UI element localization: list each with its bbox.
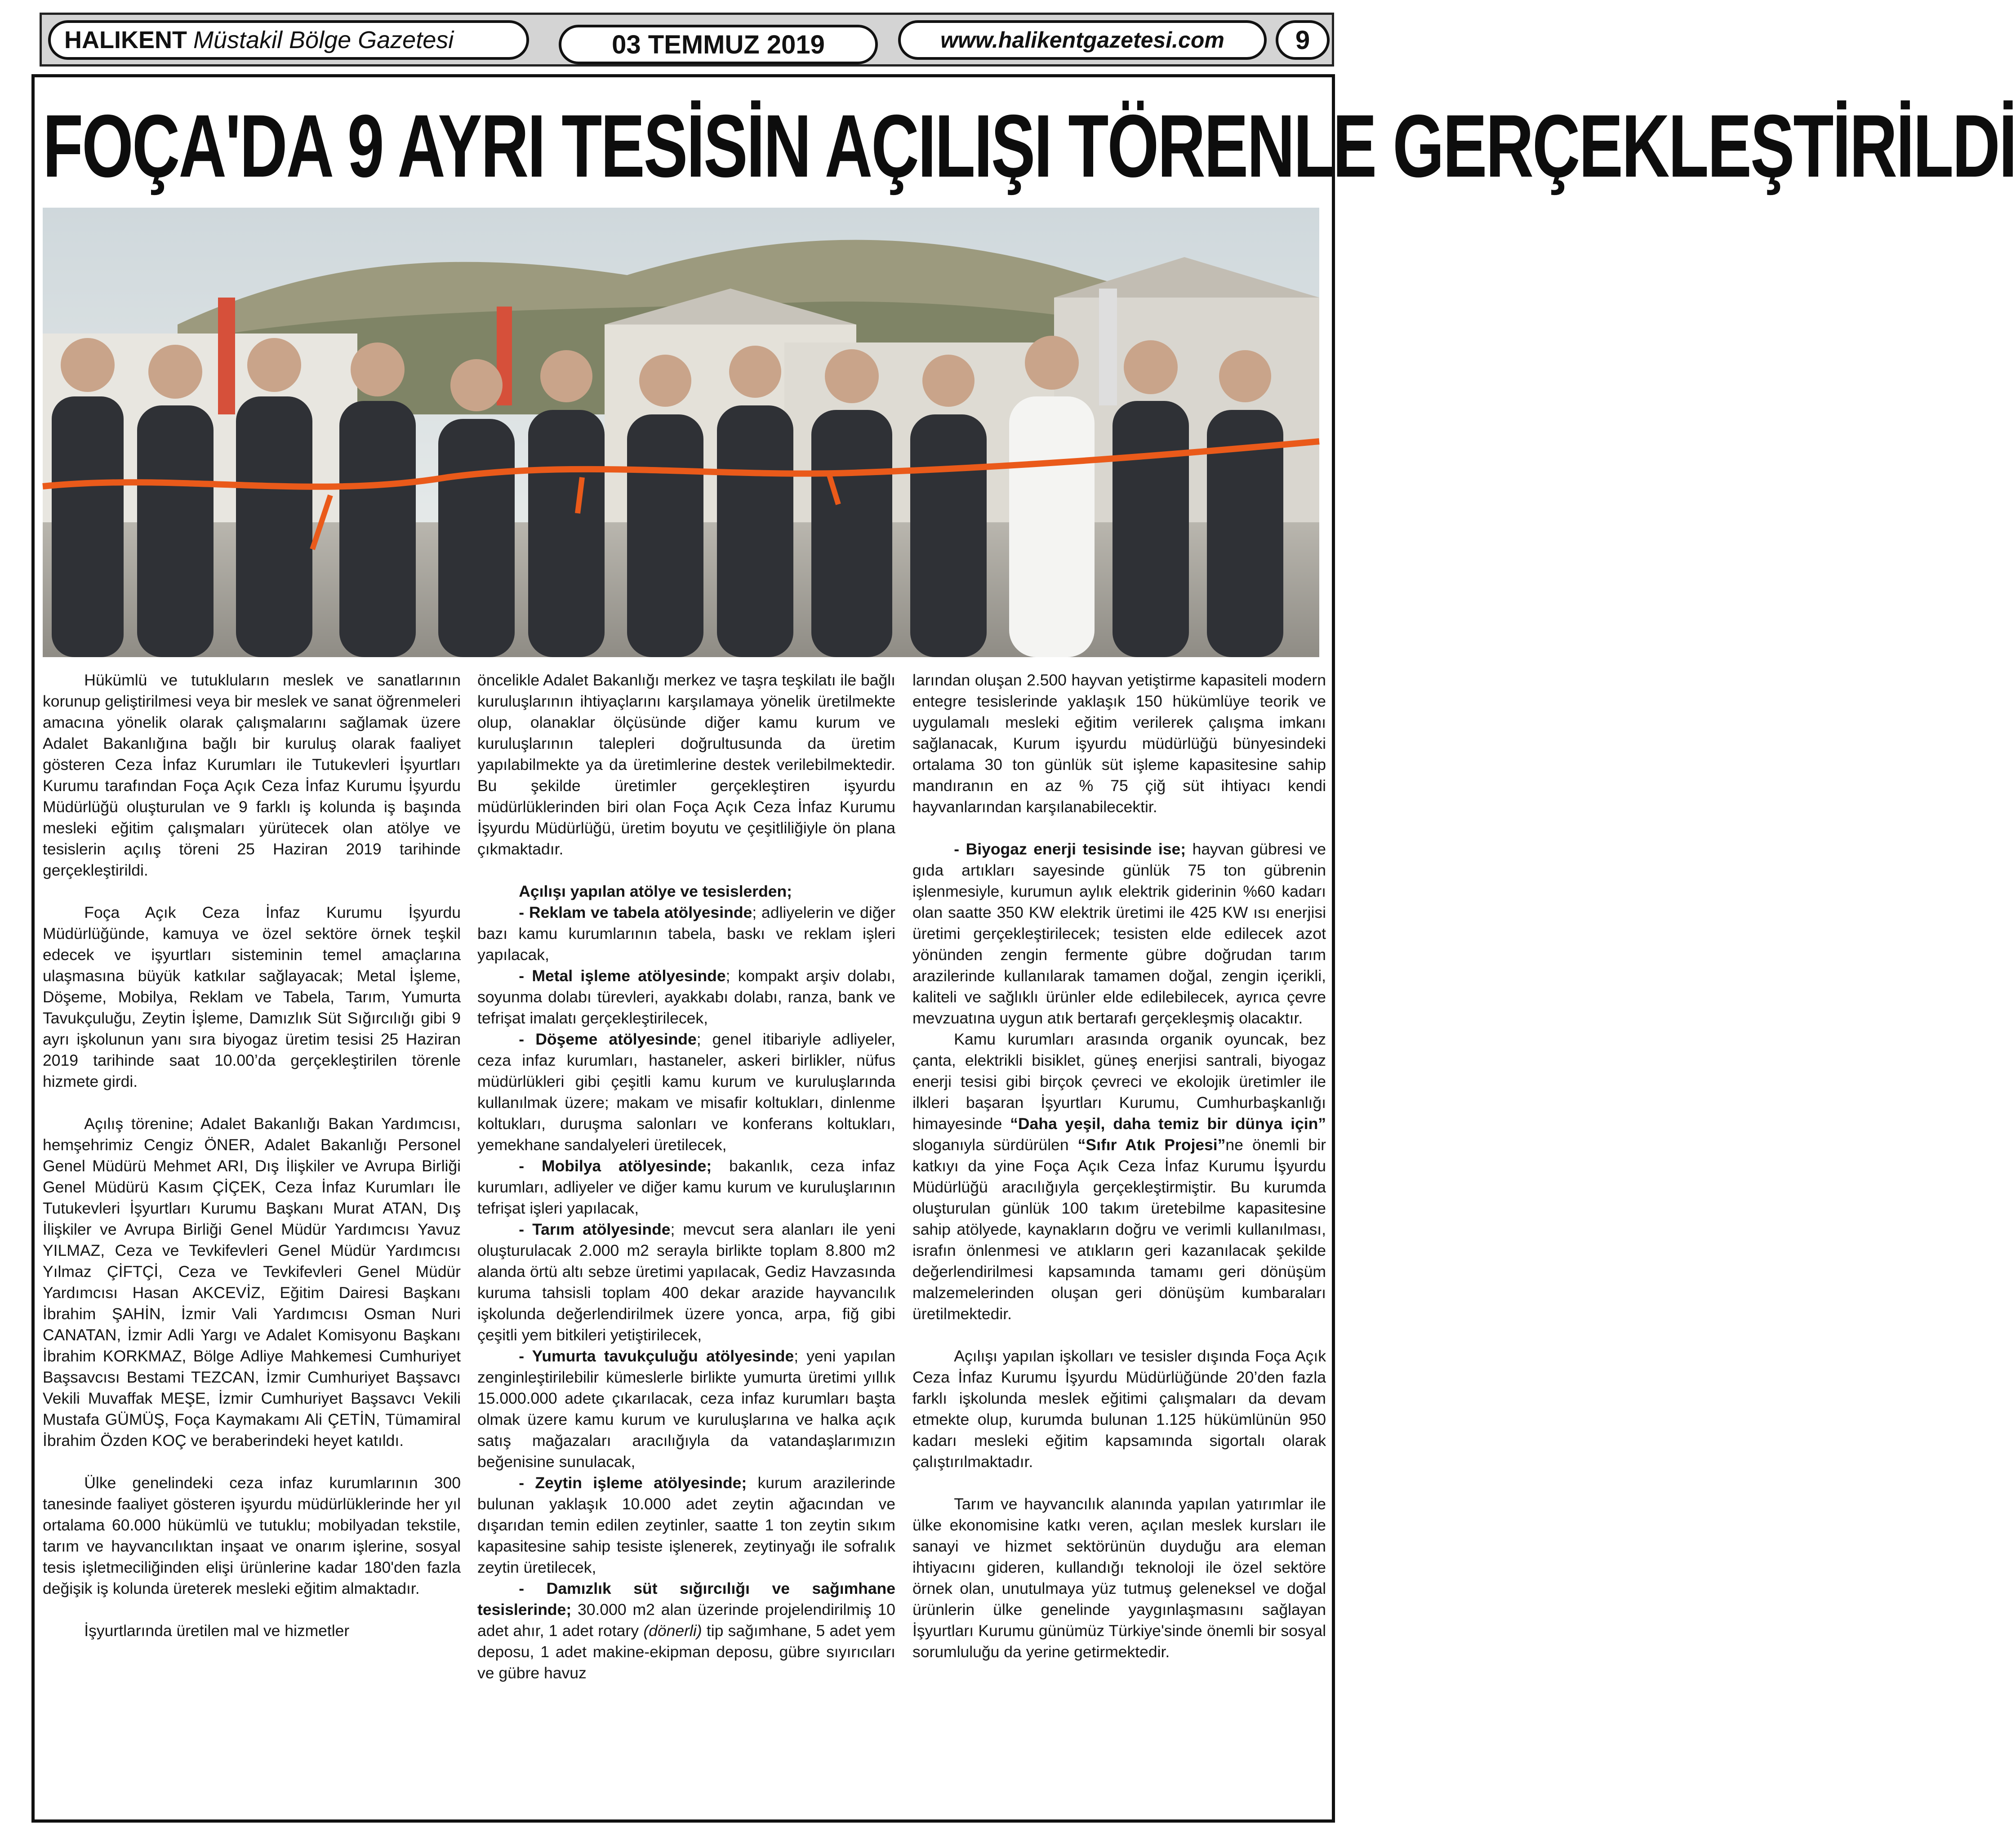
article-column-3 — [912, 670, 1326, 1807]
list-item-text: bakanlık, ceza infaz kurumları, adliyeler ve diğer kamu kurum ve kuruluşlarının tefrişat işleri yapılacak, — [477, 1157, 896, 1217]
page-header — [40, 13, 1334, 67]
list-item-text: ; adliyelerin ve diğer bazı kamu kurumlarının tabela, baskı ve reklam işleri yapılacak, — [477, 903, 895, 964]
issue-date: 03 TEMMUZ 2019 — [559, 25, 878, 64]
list-item — [477, 965, 895, 1029]
paragraph: Hükümlü ve tutukluların meslek ve sanatlarının korunup geliştirilmesi veya bir meslek ve sanat öğrenmeleri amacına yönelik olarak çalışmalarını sağlamak üzere Adalet Bakanlığına bağlı bir kuruluş olarak faaliyet gösteren Ceza İnfaz Kurumları ile Tutukevleri İşyurtları Kurumu tarafından Foça Açık Ceza İnfaz Kurumu İşyurdu Müdürlüğü oluşturulan ve 9 farklı iş kolunda iş başında mesleki eğitim çalışmaları yürütecek olan atölye ve tesislerin açılış töreni 25 Haziran 2019 tarihinde gerçekleştirildi. — [43, 671, 461, 879]
ribbon-cutting-photo-icon — [43, 208, 1319, 657]
list-item-text: tip sağımhane, 5 adet yem deposu, 1 adet makine-ekipman deposu, gübre sıyırıcıları ve gübre havuz — [477, 1622, 895, 1682]
list-item — [477, 1346, 895, 1472]
website-link[interactable]: www.halikentgazetesi.com — [898, 20, 1267, 60]
list-item-text: kurum arazilerinde bulunan yaklaşık 10.000 adet zeytin ağacından ve dışarıdan temin edilen zeytinler, saatte 1 ton zeytin sıkım kapasitesine sahip tesiste işlenerek, zeytinyağı ile sofralık zeytin üretilecek, — [477, 1474, 895, 1576]
list-item — [477, 1219, 895, 1346]
article-column-2 — [477, 670, 895, 1807]
list-item-label: - Biyogaz enerji tesisinde ise; — [954, 840, 1186, 858]
list-item — [477, 1578, 895, 1684]
paragraph: Açılışı yapılan işkolları ve tesisler dışında Foça Açık Ceza İnfaz Kurumu İşyurdu Müdürlüğünde 20’den fazla farklı işkolunda meslek eğitimi çalışmaları da devam etmekte olup, kurumda bulunan 1.125 hükümlünün 950 kadarı mesleki eğitim kapsamında sigortalı olarak çalıştırılmaktadır. — [912, 1347, 1326, 1471]
list-item — [477, 1472, 895, 1578]
list-item-label: - Döşeme atölyesinde — [519, 1030, 697, 1048]
list-item-text: ; mevcut sera alanları ile yeni oluşturulacak 2.000 m2 serayla birlikte toplam 8.800 m2 alanda örtü altı sebze üretimi yapılacak, Gediz Havzasında kuruma tahsisli toplam 400 dekar arazide hayvancılık işkolunda değerlendirilmek üzere yonca, arpa, fiğ gibi çeşitli yem bitkileri yetiştirilecek, — [477, 1220, 896, 1344]
paper-name-pill — [48, 20, 529, 60]
slogan: “Daha yeşil, daha temiz bir dünya için” — [1010, 1115, 1326, 1133]
article-headline: FOÇA'DA 9 AYRI TESİSİN AÇILIŞI TÖRENLE GERÇEKLEŞTİRİLDİ — [43, 96, 2016, 196]
paragraph-text: sloganıyla sürdürülen — [912, 1136, 1078, 1154]
paragraph: İşyurtlarında üretilen mal ve hizmetler — [84, 1622, 350, 1640]
paper-tagline: Müstakil Bölge Gazetesi — [193, 27, 454, 53]
list-item-label: - Reklam ve tabela atölyesinde — [519, 903, 752, 921]
list-item-label: - Mobilya atölyesinde; — [519, 1157, 712, 1175]
list-item-label: - Zeytin işleme atölyesinde; — [519, 1474, 747, 1492]
paragraph: Açılış törenine; Adalet Bakanlığı Bakan Yardımcısı, hemşehrimiz Cengiz ÖNER, Adalet Bakanlığı Personel Genel Müdürü Mehmet ARI, Dış İlişkiler ve Avrupa Birliği Genel Müdürü Kasım ÇİÇEK, Ceza İnfaz Kurumları İle Tutukevleri İşyurtları Kurumu Başkanı Murat ATAN, Dış İlişkiler ve Avrupa Birliği Genel Müdür Yardımcısı Yavuz YILMAZ, Ceza ve Tevkifevleri Genel Müdür Yardımcısı Yılmaz ÇİFTÇİ, Ceza ve Tevkifevleri Genel Müdür Yardımcısı Hasan AKCEVİZ, Eğitim Dairesi Başkanı İbrahim ŞAHİN, İzmir Vali Yardımcısı Osman Nuri CANATAN, İzmir Adli Yargı ve Adalet Komisyonu Başkanı İbrahim KORKMAZ, Bölge Adliye Mahkemesi Cumhuriyet Başsavcısı Bestami TEZCAN, İzmir Cumhuriyet Başsavcı Vekili Muvaffak MEŞE, İzmir Cumhuriyet Başsavcı Vekili Mustafa GÜMÜŞ, Foça Kaymakamı Ali ÇETİN, Tümamiral İbrahim Özden KOÇ ve beraberindeki heyet katıldı. — [43, 1115, 461, 1450]
paragraph: Tarım ve hayvancılık alanında yapılan yatırımlar ile ülke ekonomisine katkı veren, açılan meslek kursları ile sanayi ve hizmet sektörünün duyduğu ara eleman ihtiyacını gideren, kullandığı teknoloji ile özel sektöre örnek olan, unutulmaya yüz tutmuş geleneksel ve doğal ürünlerin ülke genelinde yaygınlaşmasını sağlayan İşyurtları Kurumu günümüz Türkiye'sinde önemli bir sosyal sorumluluğu da yerine getirmektedir. — [912, 1495, 1326, 1661]
list-item-text: hayvan gübresi ve gıda artıkları sayesinde günlük 75 ton gübrenin işlenmesiyle, kurumun aylık elektrik giderinin %60 kadarı olan saatte 350 KW elektrik üretimi ile 425 KW ısı enerjisi üretimi gerçekleştirilecek; tesisten elde edilecek azot yönünden zengin fermente gübre doğrudan tarım arazilerinde kullanılarak tamamen doğal, zengin içerikli, kaliteli ve sağlıklı ürünler elde edilebilecek, ayrıca çevre mevzuatına uygun atık bertarafı gerçekleşmiş olacaktır. — [912, 840, 1326, 1027]
paragraph-text: ne önemli bir katkıyı da yine Foça Açık Ceza İnfaz Kurumu İşyurdu Müdürlüğü aracılığıyla gerçekleştirmiştir. Bu kurumda oluşturulan günlük 100 takım üretebilme kapasitesine sahip atölyede, kaynakların doğru ve verimli kullanılması, israfın önlenmesi ve atıkların geri kazanılacak şekilde değerlendirilmesi kapsamında tamamı geri dönüşüm malzemelerinden oluşan geri dönüşüm kumbaraları üretilmektedir. — [912, 1136, 1326, 1323]
list-item-text: 30.000 m2 alan üzerinde projelendirilmiş 10 adet ahır, 1 adet rotary — [477, 1601, 895, 1640]
paragraph: Foça Açık Ceza İnfaz Kurumu İşyurdu Müdürlüğünde, kamuya ve özel sektöre örnek teşkil edecek ve işyurtları sisteminin temel amaçlarına ulaşmasına büyük katkılar sağlayacak; Metal İşleme, Döşeme, Mobilya, Reklam ve Tabela, Tarım, Yumurta Tavukçuluğu, Zeytin İşleme, Damızlık Süt Sığırcılığı gibi 9 ayrı işkolunun yanı sıra biyogaz üretim tesisi 25 Haziran 2019 tarihinde saat 10.00’da gerçekleştirilen törenle hizmete girdi. — [43, 903, 461, 1090]
list-item-label: - Damızlık süt sığırcılığı ve sağımhane tesislerinde; — [477, 1579, 895, 1619]
paper-name: HALIKENT — [64, 27, 187, 53]
list-item-text: ; genel itibariyle adliyeler, ceza infaz kurumları, hastaneler, askeri birlikler, nüfus müdürlükleri gibi çeşitli kamu kurum ve kuruluşlarında kullanılmak üzere; makam ve misafir koltukları, dinlenme koltukları, duruşma salonları ve konferans koltukları, yemekhane sandalyeleri üretilecek, — [477, 1030, 896, 1154]
list-item — [477, 902, 895, 965]
list-item — [477, 1156, 895, 1219]
article-column-1 — [43, 670, 461, 1807]
list-item — [912, 839, 1326, 1029]
page-number: 9 — [1276, 20, 1330, 60]
list-item-text: ; yeni yapılan zenginleştirilebilir kümeslerle birlikte yumurta üretimi yıllık 15.000.000 adete çıkarılacak, ceza infaz kurumları başta olmak üzere kamu kurum ve kuruluşlarına ve halka açık satış mağazaları aracılığıyla da vatandaşlarımızın beğenisine sunulacak, — [477, 1347, 895, 1471]
paragraph: öncelikle Adalet Bakanlığı merkez ve taşra teşkilatı ile bağlı kuruluşlarının ihtiyaçlarını karşılamaya yönelik üretilmekte olup, olanaklar ölçüsünde diğer kamu kurum ve kuruluşlarının talepleri doğrultusunda da üretim yapılabilmekte ya da üretimlerine destek verilebilmektedir. Bu şekilde üretimler gerçekleştiren işyurdu müdürlüklerinden biri olan Foça Açık Ceza İnfaz Kurumu İşyurdu Müdürlüğü, üretim boyutu ve çeşitliliğiyle ön plana çıkmaktadır. — [477, 671, 895, 858]
paragraph-text: Kamu kurumları arasında organik oyuncak, bez çanta, elektrikli bisiklet, güneş enerjisi santrali, biyogaz enerji tesisi gibi birçok çevreci ve ekolojik üretimler ile ilkleri başaran İşyurtları Kurumu, Cumhurbaşkanlığı himayesinde — [912, 1030, 1326, 1133]
paragraph: larından oluşan 2.500 hayvan yetiştirme kapasiteli modern entegre tesislerinde yaklaşık 150 hükümlüye teorik ve uygulamalı mesleki eğitim verilerek çalışma imkanı sağlanacak, Kurum işyurdu müdürlüğü bünyesindeki ortalama 30 ton günlük süt işleme kapasitesine sahip mandıranın en az % 75 çiğ süt ihtiyacı kendi hayvanlarından karşılanabilecektir. — [912, 671, 1326, 816]
list-item-italic: (dönerli) — [643, 1622, 702, 1640]
list-item-label: - Yumurta tavukçuluğu atölyesinde — [519, 1347, 794, 1365]
paragraph — [912, 1029, 1326, 1325]
list-item — [477, 1029, 895, 1156]
list-item-text: ; kompakt arşiv dolabı, soyunma dolabı türevleri, ayakkabı dolabı, ranza, bank ve tefrişat imalatı gerçekleştirilecek, — [477, 967, 896, 1027]
paragraph: Ülke genelindeki ceza infaz kurumlarının 300 tanesinde faaliyet gösteren işyurdu müdürlüklerinde her yıl ortalama 60.000 hükümlü ve tutuklu; mobilyadan tekstile, tarım ve hayvancılıktan inşaat ve onarım işlerine, sosyal tesis işletmeciliğinden elişi ürünlerine kadar 180'den fazla değişik iş kolunda üreterek mesleki eğitim almaktadır. — [43, 1474, 461, 1597]
list-item-label: - Tarım atölyesinde — [519, 1220, 671, 1238]
project-name: “Sıfır Atık Projesi” — [1077, 1136, 1226, 1154]
article-photo — [43, 208, 1319, 657]
list-item-label: - Metal işleme atölyesinde — [519, 967, 726, 985]
list-title: Açılışı yapılan atölye ve tesislerden; — [519, 882, 792, 900]
